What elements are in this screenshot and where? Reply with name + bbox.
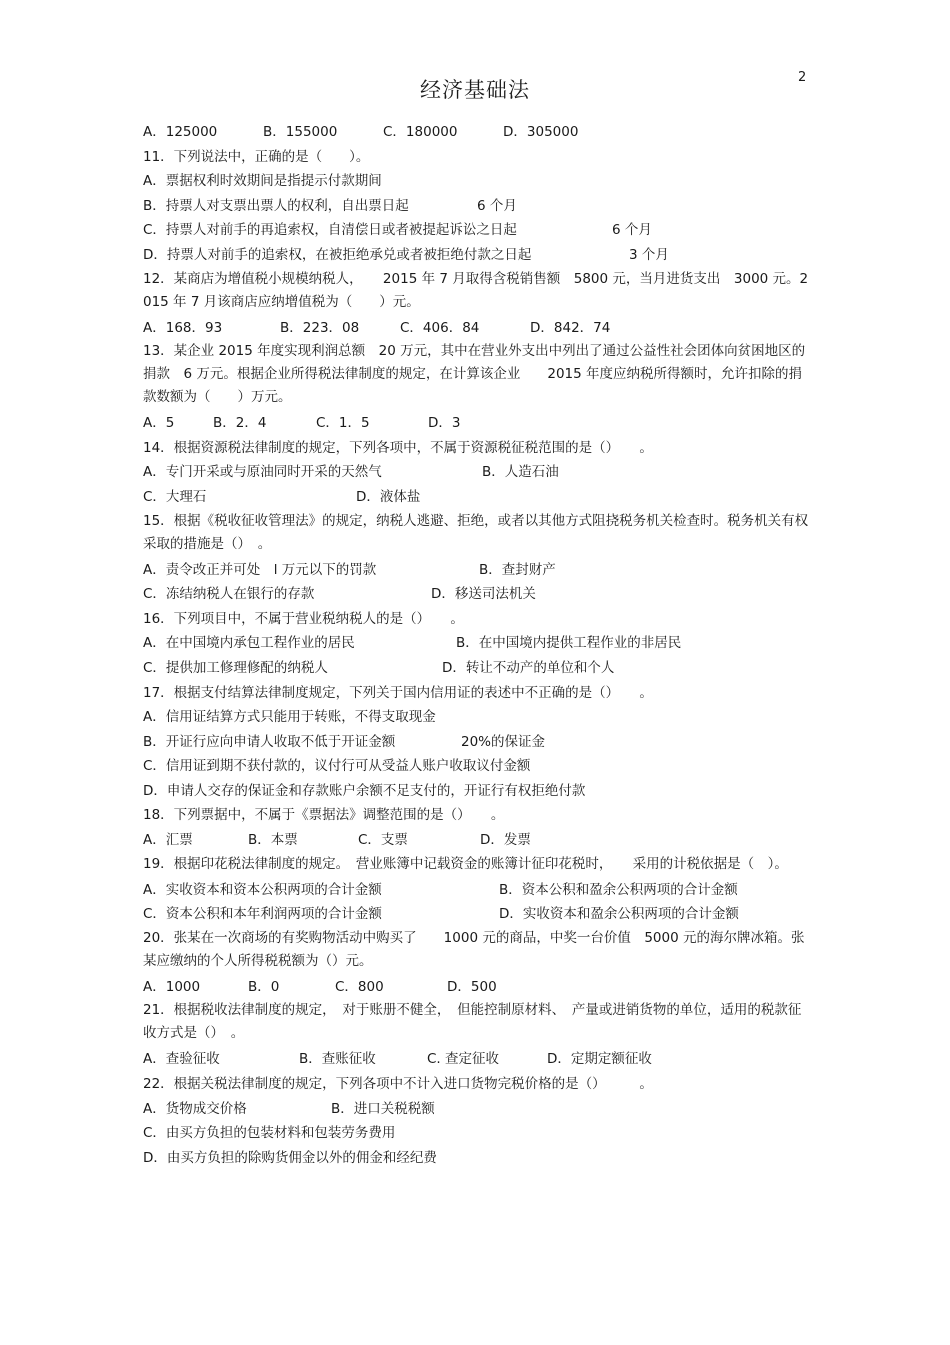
- text-segment: D．由买方负担的除购货佣金以外的佣金和经纪费: [143, 1149, 437, 1166]
- document-body: [143, 120, 813, 1170]
- text-segment: 3 个月: [629, 246, 669, 263]
- text-segment: D．842．74: [530, 319, 611, 336]
- text-segment: 14．根据资源税法律制度的规定，下列各项中，不属于资源税征税范围的是（） 。: [143, 439, 653, 456]
- text-line: [143, 975, 813, 1000]
- text-segment: A．1000: [143, 978, 201, 995]
- text-segment: C．406．84: [400, 319, 480, 336]
- text-segment: D．移送司法机关: [431, 586, 536, 603]
- text-segment: C．800: [335, 978, 384, 995]
- text-line: [143, 1121, 813, 1146]
- text-line: [143, 411, 813, 436]
- text-segment: D．持票人对前手的追索权，在被拒绝承兑或者被拒绝付款之日起: [143, 246, 532, 263]
- text-line: [143, 631, 813, 656]
- text-segment: B．在中国境内提供工程作业的非居民: [456, 635, 682, 652]
- text-segment: 6 个月: [612, 222, 652, 239]
- text-line: [143, 145, 813, 170]
- text-segment: B．人造石油: [482, 464, 559, 481]
- text-line: [143, 194, 813, 219]
- text-segment: C．提供加工修理修配的纳税人: [143, 659, 328, 676]
- text-line: [143, 436, 813, 461]
- text-segment: A．专门开采或与原油同时开采的天然气: [143, 464, 382, 481]
- text-segment: D．500: [447, 978, 497, 995]
- text-segment: B．进口关税税额: [331, 1100, 435, 1117]
- text-segment: A．168．93: [143, 319, 223, 336]
- text-segment: B．开证行应向申请人收取不低于开证金额: [143, 733, 396, 750]
- question-text: 19．根据印花税法律制度的规定。 营业账簿中记载资金的账簿计征印花税时， 采用的计税依据是（ ）。: [143, 855, 788, 872]
- text-line: [143, 681, 813, 706]
- text-segment: B．223．08: [280, 319, 360, 336]
- text-segment: 20%的保证金: [461, 733, 546, 750]
- text-line: [143, 779, 813, 804]
- text-segment: D．3: [428, 415, 461, 432]
- text-segment: 22．根据关税法律制度的规定，下列各项中不计入进口货物完税价格的是（） 。: [143, 1076, 653, 1093]
- text-segment: C．1．5: [316, 415, 370, 432]
- text-line: [143, 705, 813, 730]
- text-line: [143, 460, 813, 485]
- question-text: 21．根据税收法律制度的规定， 对于账册不健全， 但能控制原材料、 产量或进销货物的单位，适用的税款征收方式是（） 。: [143, 1002, 802, 1042]
- text-segment: 11．下列说法中，正确的是（ ）。: [143, 148, 370, 165]
- text-segment: A．5: [143, 415, 175, 432]
- text-segment: C．180000: [383, 124, 458, 140]
- text-segment: C．由买方负担的包装材料和包装劳务费用: [143, 1125, 396, 1142]
- text-segment: 16．下列项目中，不属于营业税纳税人的是（） 。: [143, 610, 464, 627]
- text-line: [143, 1072, 813, 1097]
- text-line: [143, 485, 813, 510]
- text-segment: D．305000: [503, 124, 579, 140]
- question-text: 12．某商店为增值税小规模纳税人， 2015 年 7 月取得含税销售额 5800 元，当月进货支出 3000 元。2015 年 7 月该商店应纳增值税为（ ）元。: [143, 270, 809, 310]
- text-segment: B．0: [248, 978, 280, 995]
- text-segment: A．汇票: [143, 832, 193, 849]
- question-text: 13．某企业 2015 年度实现利润总额 20 万元，其中在营业外支出中列出了通过公益性社会团体向贫困地区的捐款 6 万元。根据企业所得税法律制度的规定，在计算该企业 2015 年度应纳税所得额时，允许扣除的捐款数额为（ ）万元。: [143, 343, 806, 406]
- text-line: [143, 828, 813, 853]
- text-segment: D．定期定额征收: [547, 1051, 652, 1068]
- text-segment: D．申请人交存的保证金和存款账户余额不足支付的，开证行有权拒绝付款: [143, 782, 586, 799]
- question-text: 15．根据《税收征收管理法》的规定，纳税人逃避、拒绝，或者以其他方式阻挠税务机关检查时。税务机关有权采取的措施是（） 。: [143, 512, 809, 552]
- text-segment: A．货物成交价格: [143, 1100, 247, 1117]
- text-line: [143, 1047, 813, 1072]
- text-line: [143, 169, 813, 194]
- text-segment: B．持票人对支票出票人的权利，自出票日起: [143, 197, 409, 214]
- text-segment: B．查封财产: [479, 561, 556, 578]
- page-title: 经济基础法: [420, 78, 530, 102]
- text-line: [143, 878, 813, 903]
- text-segment: C．持票人对前手的再追索权，自清偿日或者被提起诉讼之日起: [143, 222, 517, 239]
- text-line: [143, 656, 813, 681]
- text-segment: A．信用证结算方式只能用于转账，不得支取现金: [143, 709, 436, 726]
- text-segment: D．液体盐: [356, 488, 421, 505]
- text-line: [143, 803, 813, 828]
- text-line: [143, 730, 813, 755]
- text-segment: A．在中国境内承包工程作业的居民: [143, 635, 355, 652]
- text-segment: C．信用证到期不获付款的，议付行可从受益人账户收取议付金额: [143, 758, 531, 775]
- text-segment: A．125000: [143, 124, 218, 140]
- text-line: [143, 120, 813, 145]
- text-segment: B．本票: [248, 832, 298, 849]
- text-segment: A．票据权利时效期间是指提示付款期间: [143, 173, 382, 190]
- text-line: [143, 582, 813, 607]
- text-line: [143, 754, 813, 779]
- text-segment: 6 个月: [477, 197, 517, 214]
- text-segment: C．大理石: [143, 488, 207, 505]
- text-segment: D．转让不动产的单位和个人: [442, 659, 615, 676]
- text-segment: D．实收资本和盈余公积两项的合计金额: [499, 906, 739, 923]
- text-segment: A．责令改正并可处 l 万元以下的罚款: [143, 561, 377, 578]
- text-line: [143, 607, 813, 632]
- text-segment: B．155000: [263, 124, 338, 140]
- text-segment: B．资本公积和盈余公积两项的合计金额: [499, 881, 738, 898]
- text-line: [143, 243, 813, 268]
- text-segment: A．查验征收: [143, 1051, 220, 1068]
- text-segment: B．2．4: [213, 415, 267, 432]
- text-line: [143, 902, 813, 927]
- text-segment: 18．下列票据中，不属于《票据法》调整范围的是（） 。: [143, 807, 505, 824]
- text-segment: D．发票: [480, 832, 531, 849]
- text-line: [143, 218, 813, 243]
- text-segment: C．资本公积和本年利润两项的合计金额: [143, 906, 382, 923]
- text-line: [143, 558, 813, 583]
- text-line: [143, 316, 813, 341]
- text-segment: C. 查定征收: [427, 1051, 500, 1068]
- text-line: [143, 1097, 813, 1122]
- text-segment: C．冻结纳税人在银行的存款: [143, 586, 315, 603]
- page-number: 2: [798, 70, 807, 85]
- text-line: [143, 1146, 813, 1171]
- text-segment: B．查账征收: [299, 1051, 376, 1068]
- text-segment: C．支票: [358, 832, 408, 849]
- text-segment: 17．根据支付结算法律制度规定，下列关于国内信用证的表述中不正确的是（） 。: [143, 684, 653, 701]
- question-text: 20．张某在一次商场的有奖购物活动中购买了 1000 元的商品，中奖一台价值 5000 元的海尔牌冰箱。张某应缴纳的个人所得税税额为（）元。: [143, 929, 805, 969]
- text-segment: A．实收资本和资本公积两项的合计金额: [143, 881, 382, 898]
